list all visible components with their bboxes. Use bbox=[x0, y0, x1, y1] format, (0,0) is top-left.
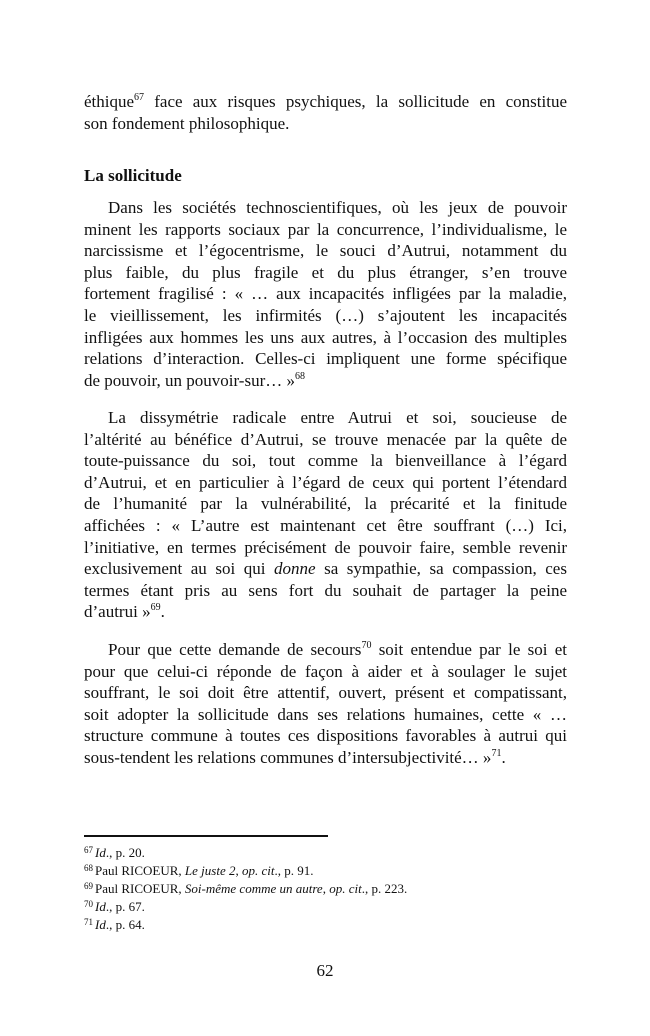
footnote bbox=[84, 844, 407, 862]
text-run: face aux risques psychiques, la sollicitude en constitue bbox=[144, 92, 567, 111]
text-line bbox=[84, 219, 567, 241]
paragraph-3 bbox=[84, 407, 567, 623]
text-line bbox=[84, 429, 567, 451]
text-run: Pour que cette demande de secours bbox=[108, 640, 362, 659]
italic-text: Soi-même comme un autre bbox=[184, 881, 323, 896]
text-run: toute-puissance du soi, tout comme la bienveillance à l’égard bbox=[84, 451, 567, 471]
text-line bbox=[84, 537, 567, 559]
footnote-ref: 68 bbox=[84, 863, 93, 873]
text-line bbox=[84, 558, 567, 580]
paragraph-1 bbox=[84, 91, 567, 134]
italic-text: Id bbox=[95, 899, 106, 914]
text-run: souffrant, le soi doit être attentif, ouvert, présent et compatissant, bbox=[84, 683, 567, 703]
footnotes bbox=[84, 844, 407, 934]
text-run: l’initiative, en termes précisément de pouvoir faire, semble revenir bbox=[84, 537, 567, 557]
footnote bbox=[84, 898, 407, 916]
text-line bbox=[84, 113, 567, 135]
text-run: affichées : « L’autre est maintenant cet être souffrant (…) Ici, bbox=[84, 515, 567, 535]
italic-text: Id bbox=[95, 917, 106, 932]
footnote-separator bbox=[84, 835, 328, 837]
italic-text: Id bbox=[95, 845, 106, 860]
text-line bbox=[84, 348, 567, 370]
text-line bbox=[84, 682, 567, 704]
text-run: structure commune à toutes ces dispositions favorables à autrui qui bbox=[84, 726, 567, 746]
paragraph-2 bbox=[84, 197, 567, 391]
text-run: Paul RICOEUR, bbox=[95, 881, 185, 896]
footnote-ref: 70 bbox=[361, 640, 372, 651]
text-run: narcissisme et l’égocentrisme, le souci d’Autrui, notamment du bbox=[84, 241, 567, 261]
footnote bbox=[84, 880, 407, 898]
text-line bbox=[84, 601, 567, 623]
text-run: pour que celui-ci réponde de façon à aider et à soulager le sujet bbox=[84, 661, 567, 681]
text-line bbox=[84, 580, 567, 602]
footnote-ref: 69 bbox=[150, 602, 161, 614]
text-run: ., p. 67. bbox=[105, 899, 145, 914]
text-run: le vieillissement, les infirmités (…) s’ajoutent les incapacités bbox=[84, 305, 567, 325]
text-run: sous-tendent les relations communes d’intersubjectivité… » bbox=[84, 747, 492, 767]
text-line bbox=[84, 407, 567, 429]
text-run: Paul RICOEUR, bbox=[95, 863, 185, 878]
footnote-ref: 68 bbox=[294, 370, 305, 382]
text-run: exclusivement au soi qui bbox=[84, 559, 274, 579]
text-run: ., p. 64. bbox=[105, 917, 145, 932]
text-line bbox=[84, 283, 567, 305]
text-run: de l’humanité par la vulnérabilité, la précarité et la finitude bbox=[84, 494, 567, 514]
text-line bbox=[84, 472, 567, 494]
page-number: 62 bbox=[316, 961, 334, 980]
text-line bbox=[84, 493, 567, 515]
text-line bbox=[84, 240, 567, 262]
text-line bbox=[84, 370, 567, 392]
footnote-ref: 71 bbox=[491, 747, 502, 759]
text-line bbox=[84, 262, 567, 284]
text-run: , bbox=[235, 863, 242, 878]
text-run: minent les rapports sociaux par la concurrence, l’individualisme, le bbox=[84, 219, 567, 239]
text-run: relations d’interaction. Celles-ci impliquent une forme spécifique bbox=[84, 349, 567, 369]
text-run: d’Autrui, et en particulier à l’égard de ceux qui portent l’étendard bbox=[84, 472, 567, 492]
text-line bbox=[84, 704, 567, 726]
text-run: plus faible, du plus fragile et du plus étranger, s’en trouve bbox=[84, 262, 567, 282]
footnote-ref: 70 bbox=[84, 899, 93, 909]
text-line bbox=[84, 515, 567, 537]
text-run: éthique bbox=[84, 92, 135, 111]
text-run: . bbox=[160, 602, 165, 622]
text-run: La dissymétrie radicale entre Autrui et soi, soucieuse de bbox=[108, 408, 567, 427]
text-run: sa sympathie, sa compassion, ces bbox=[315, 559, 567, 579]
text-run: , bbox=[322, 881, 330, 896]
text-line bbox=[84, 639, 567, 661]
text-run: d’autrui » bbox=[84, 602, 151, 622]
footnote-ref: 69 bbox=[84, 881, 93, 891]
text-line bbox=[84, 747, 567, 769]
footnote-ref: 67 bbox=[134, 92, 145, 103]
italic-text: donne bbox=[274, 559, 316, 579]
text-run: fortement fragilisé : « … aux incapacités infligées par la maladie, bbox=[84, 284, 567, 304]
text-line bbox=[84, 91, 567, 113]
italic-text: op. cit bbox=[329, 881, 362, 896]
text-run: Dans les sociétés technoscientifiques, où les jeux de pouvoir bbox=[108, 198, 567, 217]
italic-text: Le juste 2 bbox=[184, 863, 236, 878]
text-line bbox=[84, 305, 567, 327]
section-heading: La sollicitude bbox=[84, 166, 182, 185]
text-run: soit adopter la sollicitude dans ses relations humaines, cette « … bbox=[84, 704, 567, 724]
text-run: ., p. 20. bbox=[105, 845, 145, 860]
text-run: l’altérité au bénéfice d’Autrui, se trouve menacée par la quête de bbox=[84, 429, 567, 449]
paragraph-4 bbox=[84, 639, 567, 769]
text-run: ., p. 223. bbox=[361, 881, 408, 896]
text-run: soit entendue par le soi et bbox=[371, 640, 567, 659]
text-run: son fondement philosophique. bbox=[84, 113, 290, 133]
text-run: infligées aux hommes les uns aux autres, à l’occasion des multiples bbox=[84, 327, 567, 347]
text-line bbox=[84, 197, 567, 219]
footnote bbox=[84, 862, 407, 880]
text-line bbox=[84, 450, 567, 472]
text-line bbox=[84, 327, 567, 349]
footnote-ref: 71 bbox=[84, 917, 93, 927]
text-line bbox=[84, 661, 567, 683]
text-run: termes étant pris au sens fort du souhait de partager la peine bbox=[84, 580, 567, 600]
text-run: de pouvoir, un pouvoir-sur… » bbox=[84, 370, 295, 390]
text-run: ., p. 91. bbox=[274, 863, 314, 878]
italic-text: op. cit bbox=[241, 863, 275, 878]
footnote-ref: 67 bbox=[84, 845, 93, 855]
footnote bbox=[84, 916, 407, 934]
text-run: . bbox=[501, 747, 506, 767]
text-line bbox=[84, 725, 567, 747]
